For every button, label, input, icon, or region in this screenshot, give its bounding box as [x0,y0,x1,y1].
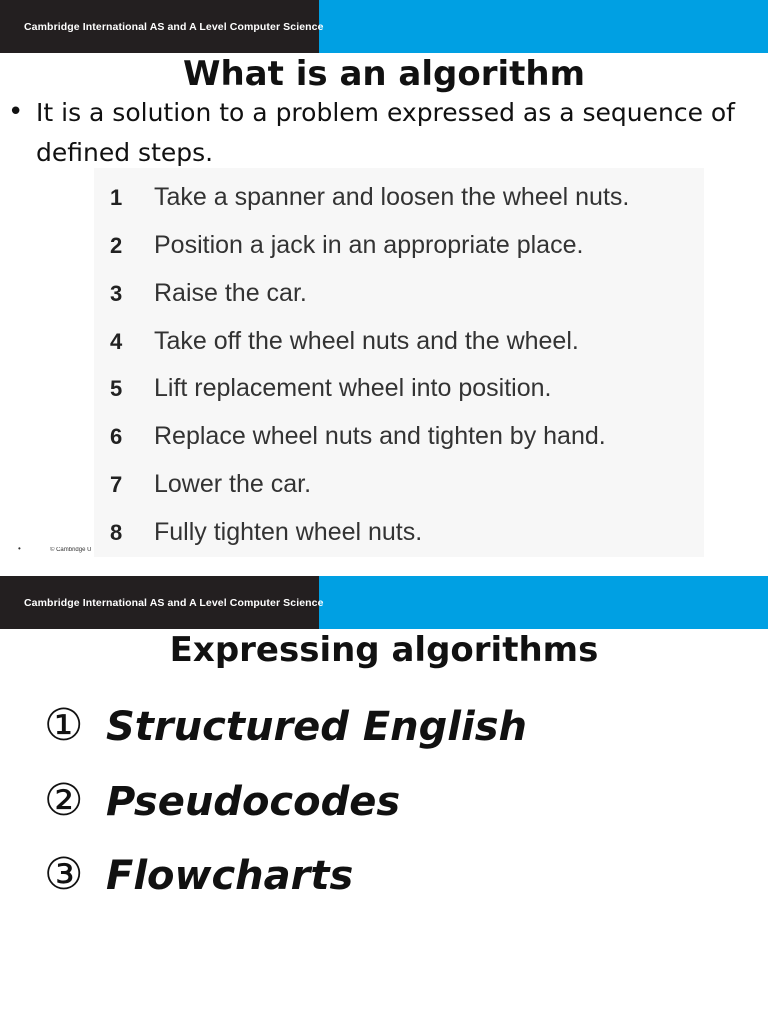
method-item [44,700,744,760]
step-item [94,460,704,508]
method-label: Flowcharts [106,853,354,899]
method-item [44,775,744,835]
step-number: 7 [110,472,123,497]
step-text: Lower the car. [154,470,312,498]
step-text: Lift replacement wheel into position. [154,374,552,402]
slide-title: What is an algorithm [182,54,586,94]
step-number: 5 [110,376,123,401]
step-number: 6 [110,424,123,449]
step-item [94,364,704,412]
circled-number-icon: ③ [44,849,84,900]
step-item [94,269,704,317]
slide-header [0,576,768,629]
step-text: Raise the car. [154,279,307,307]
step-number: 4 [110,329,123,354]
header-blue-bar [319,576,768,629]
step-item [94,508,704,556]
step-text: Take off the wheel nuts and the wheel. [154,327,579,355]
method-item [44,849,744,909]
step-number: 8 [110,520,123,545]
steps-image [94,168,704,557]
bullet-icon: • [8,97,24,127]
slide-divider [0,568,768,576]
step-number: 1 [110,185,123,210]
header-blue-bar [319,0,768,53]
bullet-text: It is a solution to a problem expressed as a sequence of defined steps. [36,98,735,167]
step-item [94,412,704,460]
circled-number-icon: ① [44,700,84,751]
slide-expressing-algorithms [0,576,768,1024]
method-label: Structured English [106,704,527,750]
step-text: Replace wheel nuts and tighten by hand. [154,422,606,450]
circled-number-icon: ② [44,775,84,826]
step-text: Fully tighten wheel nuts. [154,518,423,546]
header-text: Cambridge International AS and A Level Computer Science [24,597,324,609]
step-item [94,317,704,365]
step-text: Take a spanner and loosen the wheel nuts. [154,183,630,211]
slide-title: Expressing algorithms [169,630,599,670]
header-text: Cambridge International AS and A Level Computer Science [24,21,324,33]
step-item [94,173,704,221]
slide-header [0,0,768,53]
small-bullet-icon: • [18,544,21,553]
step-number: 3 [110,281,123,306]
step-number: 2 [110,233,123,258]
copyright-text: © Cambridge U [50,547,92,553]
step-text: Position a jack in an appropriate place. [154,231,584,259]
step-item [94,221,704,269]
method-label: Pseudocodes [106,779,401,825]
